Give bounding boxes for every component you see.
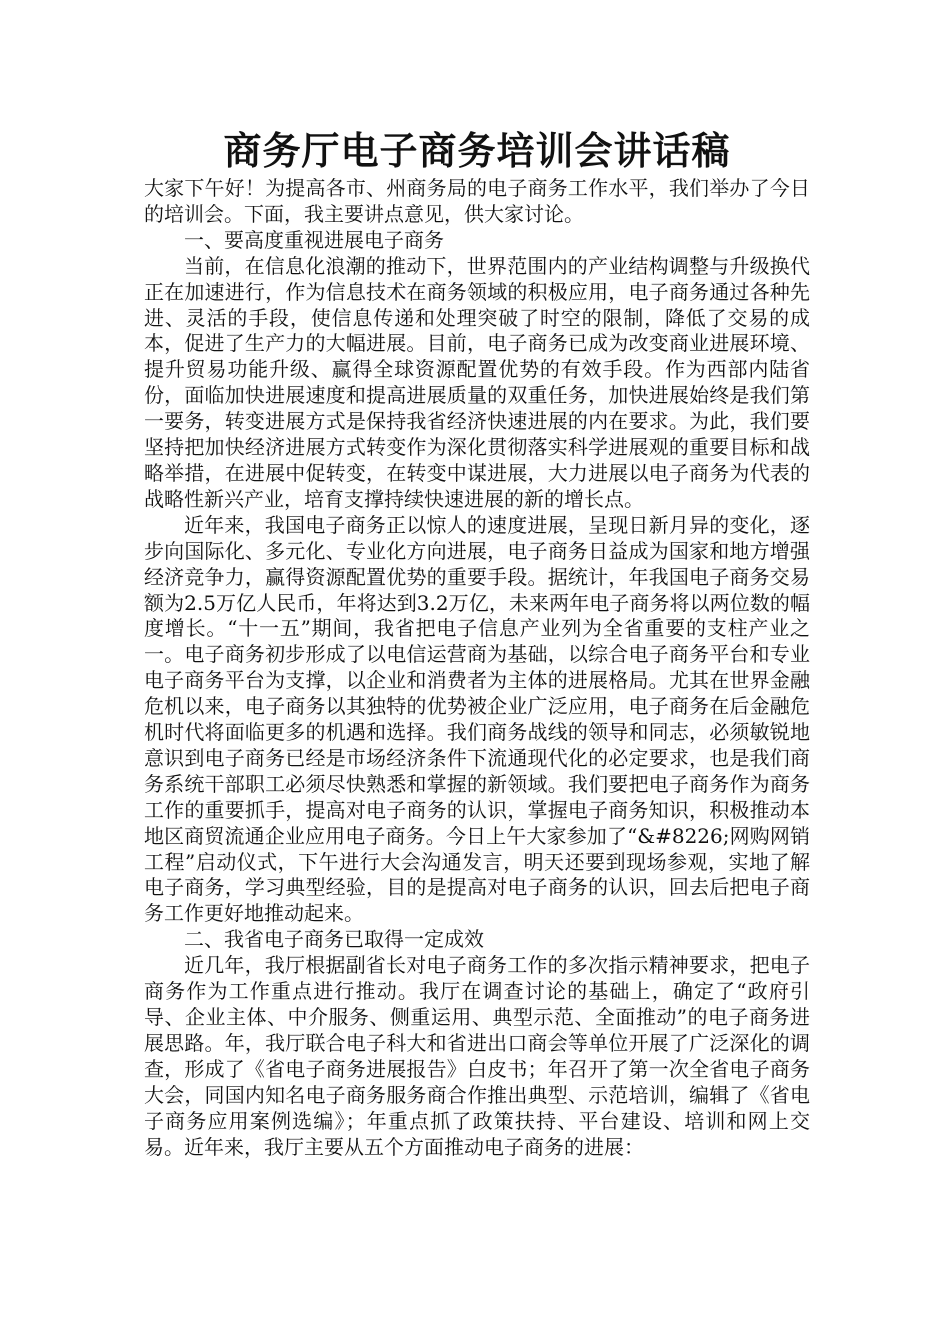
section-heading-2: 二、我省电子商务已取得一定成效 xyxy=(184,927,484,952)
section-heading-1: 一、要高度重视进展电子商务 xyxy=(184,227,444,252)
paragraph: 近年来，我国电子商务正以惊人的速度进展，呈现日新月异的变化，逐步向国际化、多元化、专业化方向进展，电子商务日益成为国家和地方增强经济竞争力，赢得资源配置优势的重要手段。据统计，年我国电子商务交易额为2.5万亿人民币，年将达到3.2万亿，未来两年电子商务将以两位数的幅度增长。“十一五”期间，我省把电子信息产业列为全省重要的支柱产业之一。电子商务初步形成了以电信运营商为基础，以综合电子商务平台和专业电子商务平台为支撑，以企业和消费者为主体的进展格局。尤其在世界金融危机以来，电子商务以其独特的优势被企业广泛应用，电子商务在后金融危机时代将面临更多的机遇和选择。我们商务战线的领导和同志，必须敏锐地意识到电子商务已经是市场经济条件下流通现代化的必定要求，也是我们商务系统干部职工必须尽快熟悉和掌握的新领域。我们要把电子商务作为商务工作的重要抓手，提高对电子商务的认识，掌握电子商务知识，积极推动本地区商贸流通企业应用电子商务。今日上午大家参加了“&#8226;网购网销工程”启动仪式，下午进行大会沟通发言，明天还要到现场参观，实地了解电子商务，学习典型经验，目的是提高对电子商务的认识，回去后把电子商务工作更好地推动起来。 xyxy=(144,512,810,926)
paragraph-greeting: 大家下午好！为提高各市、州商务局的电子商务工作水平，我们举办了今日的培训会。下面，我主要讲点意见，供大家讨论。 xyxy=(144,176,810,226)
paragraph: 近几年，我厅根据副省长对电子商务工作的多次指示精神要求，把电子商务作为工作重点进行推动。我厅在调查讨论的基础上，确定了“政府引导、企业主体、中介服务、侧重运用、典型示范、全面推动”的电子商务进展思路。年，我厅联合电子科大和省进出口商会等单位开展了广泛深化的调查，形成了《省电子商务进展报告》白皮书；年召开了第一次全省电子商务大会，同国内知名电子商务服务商合作推出典型、示范培训，编辑了《省电子商务应用案例选编》；年重点抓了政策扶持、平台建设、培训和网上交易。近年来，我厅主要从五个方面推动电子商务的进展： xyxy=(144,953,810,1159)
paragraph: 当前，在信息化浪潮的推动下，世界范围内的产业结构调整与升级换代正在加速进行，作为信息技术在商务领域的积极应用，电子商务通过各种先进、灵活的手段，使信息传递和处理突破了时空的限制，降低了交易的成本，促进了生产力的大幅进展。目前，电子商务已成为改变商业进展环境、提升贸易功能升级、赢得全球资源配置优势的有效手段。作为西部内陆省份，面临加快进展速度和提高进展质量的双重任务，加快进展始终是我们第一要务，转变进展方式是保持我省经济快速进展的内在要求。为此，我们要坚持把加快经济进展方式转变作为深化贯彻落实科学进展观的重要目标和战略举措，在进展中促转变，在转变中谋进展，大力进展以电子商务为代表的战略性新兴产业，培育支撑持续快速进展的新的增长点。 xyxy=(144,253,810,511)
document-body xyxy=(144,176,810,1160)
document-page xyxy=(144,0,810,1160)
document-title: 商务厅电子商务培训会讲话稿 xyxy=(223,128,731,173)
